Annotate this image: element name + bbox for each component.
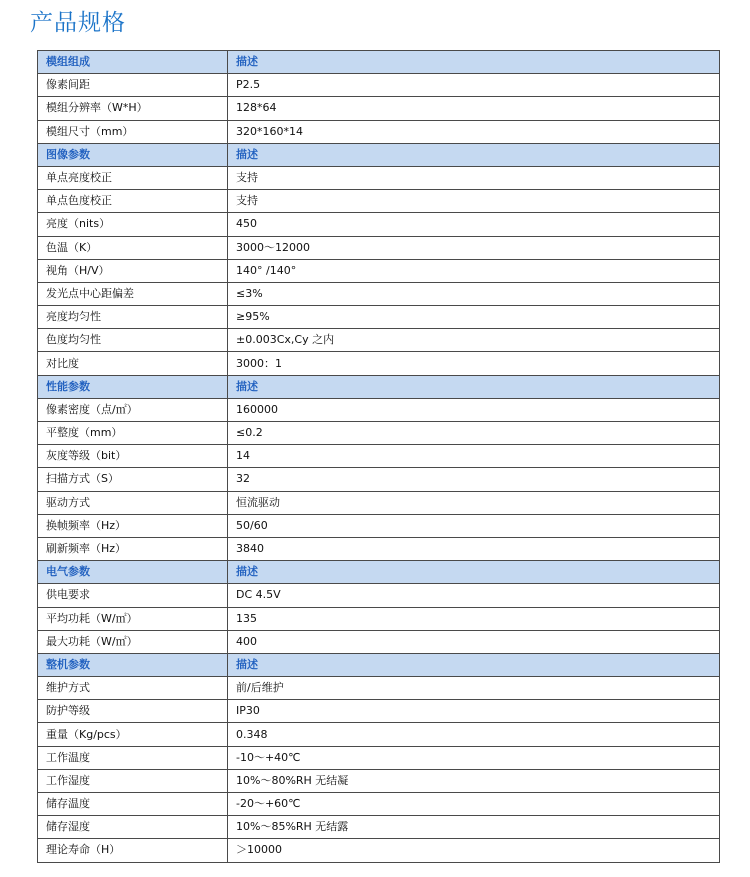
spec-label: 工作温度: [38, 746, 228, 769]
table-row: [38, 445, 720, 468]
spec-value: -10～+40℃: [228, 746, 720, 769]
section-header-row: [38, 143, 720, 166]
table-row: [38, 630, 720, 653]
spec-value: 320*160*14: [228, 120, 720, 143]
spec-value: DC 4.5V: [228, 584, 720, 607]
spec-label: 维护方式: [38, 677, 228, 700]
spec-label: 驱动方式: [38, 491, 228, 514]
section-desc-header: 描述: [228, 143, 720, 166]
spec-label: 工作湿度: [38, 769, 228, 792]
section-title: 图像参数: [38, 143, 228, 166]
table-row: [38, 607, 720, 630]
table-row: [38, 352, 720, 375]
table-row: [38, 793, 720, 816]
spec-value: P2.5: [228, 74, 720, 97]
table-row: [38, 537, 720, 560]
table-row: [38, 677, 720, 700]
spec-label: 防护等级: [38, 700, 228, 723]
spec-label: 亮度均匀性: [38, 306, 228, 329]
spec-value: 14: [228, 445, 720, 468]
spec-label: 供电要求: [38, 584, 228, 607]
section-desc-header: 描述: [228, 653, 720, 676]
spec-value: 32: [228, 468, 720, 491]
spec-label: 视角（H/V）: [38, 259, 228, 282]
spec-value: ≥95%: [228, 306, 720, 329]
spec-value: 3840: [228, 537, 720, 560]
spec-label: 最大功耗（W/㎡）: [38, 630, 228, 653]
spec-value: 10%～80%RH 无结凝: [228, 769, 720, 792]
section-desc-header: 描述: [228, 375, 720, 398]
section-header-row: [38, 375, 720, 398]
table-row: [38, 700, 720, 723]
table-row: [38, 236, 720, 259]
spec-label: 亮度（nits）: [38, 213, 228, 236]
spec-label: 单点亮度校正: [38, 166, 228, 189]
spec-label: 色度均匀性: [38, 329, 228, 352]
spec-value: 140° /140°: [228, 259, 720, 282]
spec-value: ≤3%: [228, 282, 720, 305]
table-row: [38, 120, 720, 143]
spec-label: 色温（K）: [38, 236, 228, 259]
spec-value: 0.348: [228, 723, 720, 746]
spec-label: 像素密度（点/㎡）: [38, 398, 228, 421]
table-row: [38, 723, 720, 746]
spec-table: [37, 50, 720, 863]
spec-value: ≤0.2: [228, 422, 720, 445]
table-row: [38, 514, 720, 537]
spec-label: 模组分辨率（W*H）: [38, 97, 228, 120]
spec-value: 支持: [228, 166, 720, 189]
spec-label: 重量（Kg/pcs）: [38, 723, 228, 746]
section-header-row: [38, 653, 720, 676]
table-row: [38, 329, 720, 352]
page-title: 产品规格: [30, 10, 126, 36]
section-header-row: [38, 561, 720, 584]
spec-value: 128*64: [228, 97, 720, 120]
spec-label: 刷新频率（Hz）: [38, 537, 228, 560]
table-row: [38, 839, 720, 862]
spec-value: 135: [228, 607, 720, 630]
table-row: [38, 769, 720, 792]
spec-label: 储存温度: [38, 793, 228, 816]
spec-value: 恒流驱动: [228, 491, 720, 514]
spec-value: ±0.003Cx,Cy 之内: [228, 329, 720, 352]
spec-label: 扫描方式（S）: [38, 468, 228, 491]
table-row: [38, 491, 720, 514]
spec-label: 对比度: [38, 352, 228, 375]
spec-value: 400: [228, 630, 720, 653]
table-row: [38, 422, 720, 445]
table-row: [38, 584, 720, 607]
spec-label: 理论寿命（H）: [38, 839, 228, 862]
table-row: [38, 166, 720, 189]
section-title: 模组组成: [38, 51, 228, 74]
spec-label: 平均功耗（W/㎡）: [38, 607, 228, 630]
table-row: [38, 190, 720, 213]
table-row: [38, 213, 720, 236]
spec-value: 450: [228, 213, 720, 236]
spec-value: -20～+60℃: [228, 793, 720, 816]
spec-table-body: [38, 51, 720, 863]
table-row: [38, 259, 720, 282]
table-row: [38, 816, 720, 839]
section-title: 电气参数: [38, 561, 228, 584]
spec-value: IP30: [228, 700, 720, 723]
spec-label: 像素间距: [38, 74, 228, 97]
spec-label: 平整度（mm）: [38, 422, 228, 445]
spec-value: 10%～85%RH 无结露: [228, 816, 720, 839]
spec-value: 支持: [228, 190, 720, 213]
spec-label: 换帧频率（Hz）: [38, 514, 228, 537]
spec-label: 发光点中心距偏差: [38, 282, 228, 305]
section-title: 性能参数: [38, 375, 228, 398]
section-title: 整机参数: [38, 653, 228, 676]
section-desc-header: 描述: [228, 561, 720, 584]
spec-label: 灰度等级（bit）: [38, 445, 228, 468]
spec-label: 储存湿度: [38, 816, 228, 839]
spec-value: 50/60: [228, 514, 720, 537]
spec-label: 模组尺寸（mm）: [38, 120, 228, 143]
table-row: [38, 74, 720, 97]
spec-value: 前/后维护: [228, 677, 720, 700]
table-row: [38, 746, 720, 769]
section-header-row: [38, 51, 720, 74]
spec-label: 单点色度校正: [38, 190, 228, 213]
table-row: [38, 282, 720, 305]
spec-value: 3000～12000: [228, 236, 720, 259]
spec-value: ＞10000: [228, 839, 720, 862]
section-desc-header: 描述: [228, 51, 720, 74]
spec-value: 160000: [228, 398, 720, 421]
table-row: [38, 306, 720, 329]
table-row: [38, 398, 720, 421]
spec-value: 3000：1: [228, 352, 720, 375]
table-row: [38, 468, 720, 491]
table-row: [38, 97, 720, 120]
